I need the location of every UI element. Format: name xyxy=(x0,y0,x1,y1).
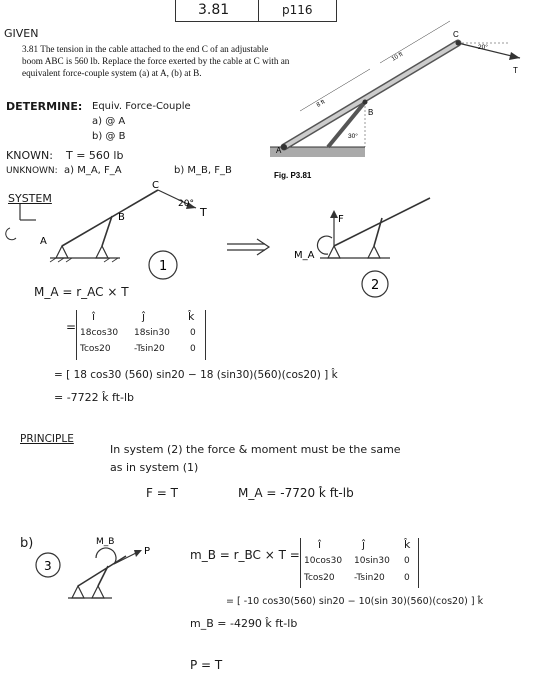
header-divider xyxy=(258,0,259,21)
system-1-boom xyxy=(62,190,158,246)
system-1-diagram xyxy=(0,180,230,300)
system-3-label-mb: M_B xyxy=(96,537,115,547)
problem-text-line-1: 3.81 The tension in the cable attached to the end C of an adjustable xyxy=(22,44,269,54)
determine-part-a: a) @ A xyxy=(92,116,126,127)
fig-label-c: C xyxy=(453,30,459,39)
system-1-angle: 20° xyxy=(178,199,194,209)
pin-support-b xyxy=(92,586,104,598)
mb-result: m_B = -4290 k̂ ft-lb xyxy=(190,617,298,630)
pin-support-b xyxy=(368,246,380,258)
system-heading: SYSTEM xyxy=(8,192,52,205)
system-2-diagram xyxy=(280,180,530,300)
determine-part-b: b) @ B xyxy=(92,131,126,142)
textbook-figure xyxy=(270,25,533,185)
fig-label-t: T xyxy=(513,66,518,75)
principle-force-equation: F = T xyxy=(146,486,178,500)
matrix-b-r-y: 10sin30 xyxy=(354,556,390,566)
problem-text-line-2: boom ABC is 560 lb. Replace the force exerted by the cable at C with an xyxy=(22,56,290,66)
system-3-boom xyxy=(78,556,126,586)
fig-dim-8ft: 8 ft xyxy=(315,99,327,109)
known-label: KNOWN: xyxy=(6,149,53,162)
matrix-a-t-x: Tcos20 xyxy=(80,344,111,354)
unknown-label: UNKNOWN: xyxy=(6,166,58,176)
problem-number: 3.81 xyxy=(198,2,230,18)
matrix-b-i: î xyxy=(318,538,322,551)
matrix-a-j: ĵ xyxy=(142,310,146,323)
matrix-b-j: ĵ xyxy=(362,538,366,551)
matrix-b-t-y: -Tsin20 xyxy=(354,573,385,583)
given-heading: GIVEN xyxy=(4,27,39,40)
matrix-a-r-y: 18sin30 xyxy=(134,328,170,338)
system-3-strut xyxy=(98,566,108,586)
part-b-label: b) xyxy=(20,536,34,551)
matrix-a-t-z: 0 xyxy=(190,344,196,354)
system-3-number: 3 xyxy=(44,559,52,573)
system-2-boom xyxy=(334,198,430,246)
matrix-a-left-bar xyxy=(76,310,77,360)
system-2-label-f: F xyxy=(338,214,344,225)
pin-support-a xyxy=(56,246,68,258)
moment-b-arrow xyxy=(96,548,116,564)
rotation-icon xyxy=(6,228,16,240)
principle-heading: PRINCIPLE xyxy=(20,433,74,445)
mb-expansion: = [ -10 cos30(560) sin20 − 10(sin 30)(560)(cos20) ] k̂ xyxy=(226,596,484,607)
pin-support-a xyxy=(72,586,84,598)
cable-arrow xyxy=(509,52,520,60)
moment-arrow xyxy=(318,236,332,254)
ma-expansion: = [ 18 cos30 (560) sin20 − 18 (sin30)(560)(cos20) ] k̂ xyxy=(54,369,338,381)
system-1-label-c: C xyxy=(152,180,159,191)
fig-angle-20: 20° xyxy=(478,44,488,51)
matrix-b-k: k̂ xyxy=(404,538,411,551)
fig-label-b: B xyxy=(368,108,374,117)
matrix-b-r-x: 10cos30 xyxy=(304,556,343,566)
pin-support-a xyxy=(328,246,340,258)
ma-result: = -7722 k̂ ft-lb xyxy=(54,391,135,404)
fig-angle-30: 30° xyxy=(348,133,358,140)
mb-definition: m_B = r_BC × T = xyxy=(190,548,300,562)
principle-text-line-2: as in system (1) xyxy=(110,461,199,474)
matrix-a-i: î xyxy=(92,310,96,323)
fig-dim-10ft: 10 ft xyxy=(390,51,405,63)
part-b-force-equation: P = T xyxy=(190,658,223,672)
determine-what: Equiv. Force-Couple xyxy=(92,101,191,112)
system-1-label-a: A xyxy=(40,236,47,247)
system-3-label-p: P xyxy=(144,546,151,557)
page-reference: p116 xyxy=(282,3,313,17)
principle-text-line-1: In system (2) the force & moment must be the same xyxy=(110,443,401,456)
system-1-number: 1 xyxy=(159,259,168,274)
problem-text-line-3: equivalent force-couple system (a) at A, (b) at B. xyxy=(22,68,202,78)
matrix-a-r-z: 0 xyxy=(190,328,196,338)
matrix-a-right-bar xyxy=(205,310,206,360)
system-2-number: 2 xyxy=(371,278,380,293)
force-p-arrow xyxy=(114,552,138,564)
system-1-label-t: T xyxy=(200,206,207,219)
principle-moment-equation: M_A = -7720 k̂ ft-lb xyxy=(238,486,354,500)
system-2-label-ma: M_A xyxy=(294,250,315,261)
equivalence-arrow xyxy=(225,238,275,258)
matrix-b-t-x: Tcos20 xyxy=(304,573,335,583)
unknown-part-b: b) M_B, F_B xyxy=(174,165,232,176)
matrix-a-k: k̂ xyxy=(188,310,195,323)
matrix-b-r-z: 0 xyxy=(404,556,410,566)
unknown-part-a: a) M_A, F_A xyxy=(64,165,122,176)
fig-caption: Fig. P3.81 xyxy=(274,171,312,180)
system-2-strut xyxy=(374,218,382,246)
system-1-label-b: B xyxy=(118,212,125,223)
system-3-diagram xyxy=(30,530,170,620)
matrix-b-t-z: 0 xyxy=(404,573,410,583)
ma-definition: M_A = r_AC × T xyxy=(34,285,129,299)
matrix-b-left-bar xyxy=(300,538,301,588)
determine-heading: DETERMINE: xyxy=(6,100,83,113)
fig-label-a: A xyxy=(276,146,282,155)
known-value: T = 560 lb xyxy=(66,149,124,162)
pin-support-b xyxy=(96,246,108,258)
matrix-a-equals: = xyxy=(66,320,77,334)
matrix-b-right-bar xyxy=(418,538,419,588)
matrix-a-t-y: -Tsin20 xyxy=(134,344,165,354)
matrix-a-r-x: 18cos30 xyxy=(80,328,119,338)
